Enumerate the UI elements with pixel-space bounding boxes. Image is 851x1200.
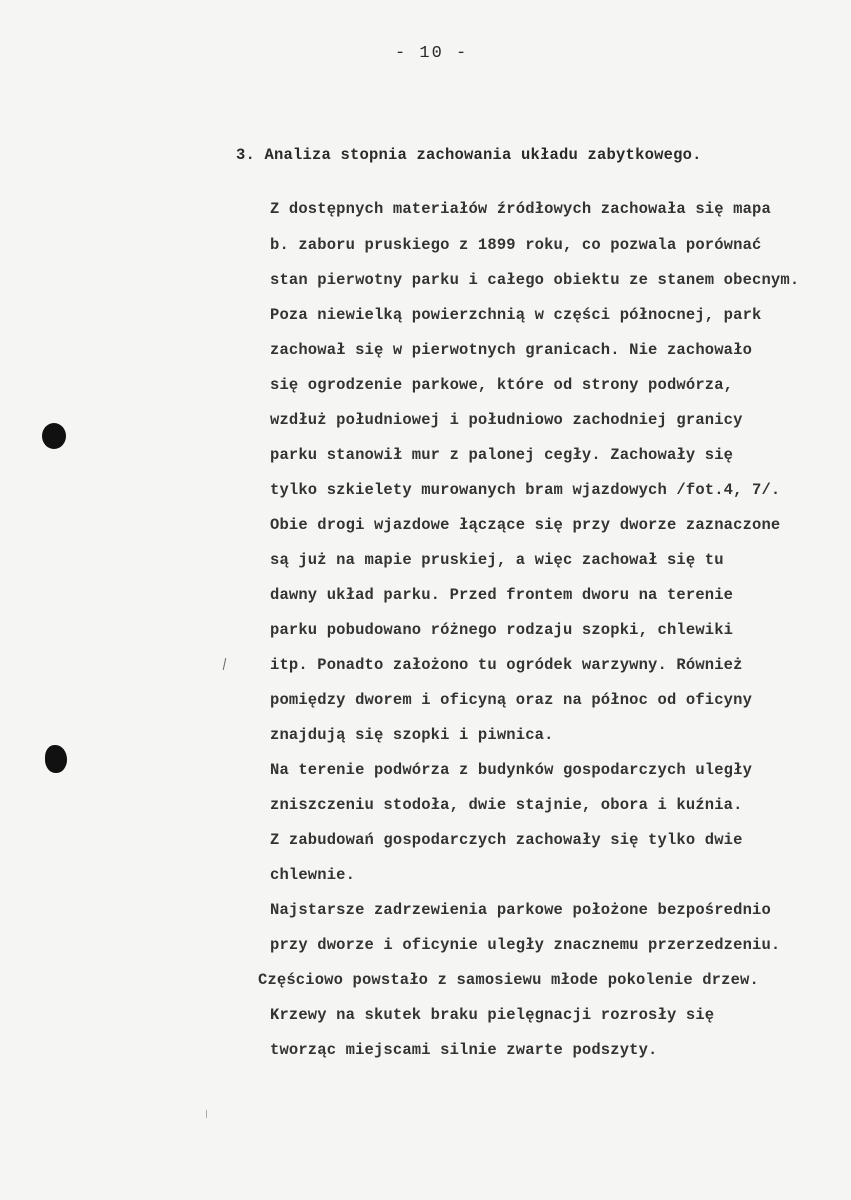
body-line: wzdłuż południowej i południowo zachodniej granicy (270, 411, 743, 429)
pen-mark (223, 658, 226, 670)
body-line: Z dostępnych materiałów źródłowych zachowała się mapa (270, 200, 771, 218)
body-line: Na terenie podwórza z budynków gospodarczych uległy (270, 761, 753, 779)
body-line: się ogrodzenie parkowe, które od strony podwórza, (270, 376, 734, 394)
body-line: Poza niewielką powierzchnią w części północnej, park (270, 306, 762, 324)
body-line: tworząc miejscami silnie zwarte podszyty. (270, 1041, 658, 1059)
body-line: Krzewy na skutek braku pielęgnacji rozrosły się (270, 1006, 715, 1024)
body-line: stan pierwotny parku i całego obiektu ze stanem obecnym. (270, 271, 800, 289)
body-line: zniszczeniu stodoła, dwie stajnie, obora i kuźnia. (270, 796, 743, 814)
section-heading: 3. Analiza stopnia zachowania układu zabytkowego. (236, 146, 702, 164)
body-line: dawny układ parku. Przed frontem dworu na terenie (270, 586, 734, 604)
body-line: parku pobudowano różnego rodzaju szopki, chlewiki (270, 621, 734, 639)
body-line: Z zabudowań gospodarczych zachowały się tylko dwie (270, 831, 743, 849)
body-line: Obie drogi wjazdowe łączące się przy dworze zaznaczone (270, 516, 781, 534)
body-line: parku stanowił mur z palonej cegły. Zachowały się (270, 446, 734, 464)
body-line: przy dworze i oficynie uległy znacznemu przerzedzeniu. (270, 936, 781, 954)
body-line: Najstarsze zadrzewienia parkowe położone bezpośrednio (270, 901, 771, 919)
pen-mark (206, 1110, 207, 1118)
punch-hole-mark (45, 745, 67, 773)
body-line: itp. Ponadto założono tu ogródek warzywny. Również (270, 656, 743, 674)
body-line: zachował się w pierwotnych granicach. Nie zachowało (270, 341, 753, 359)
body-line: Częściowo powstało z samosiewu młode pokolenie drzew. (258, 971, 759, 989)
body-line: pomiędzy dworem i oficyną oraz na północ od oficyny (270, 691, 753, 709)
body-line: znajdują się szopki i piwnica. (270, 726, 554, 744)
body-line: b. zaboru pruskiego z 1899 roku, co pozwala porównać (270, 236, 762, 254)
punch-hole-mark (42, 423, 66, 449)
body-line: chlewnie. (270, 866, 356, 884)
body-line: są już na mapie pruskiej, a więc zachował się tu (270, 551, 724, 569)
page-number: - 10 - (395, 44, 469, 63)
body-line: tylko szkielety murowanych bram wjazdowych /fot.4, 7/. (270, 481, 781, 499)
